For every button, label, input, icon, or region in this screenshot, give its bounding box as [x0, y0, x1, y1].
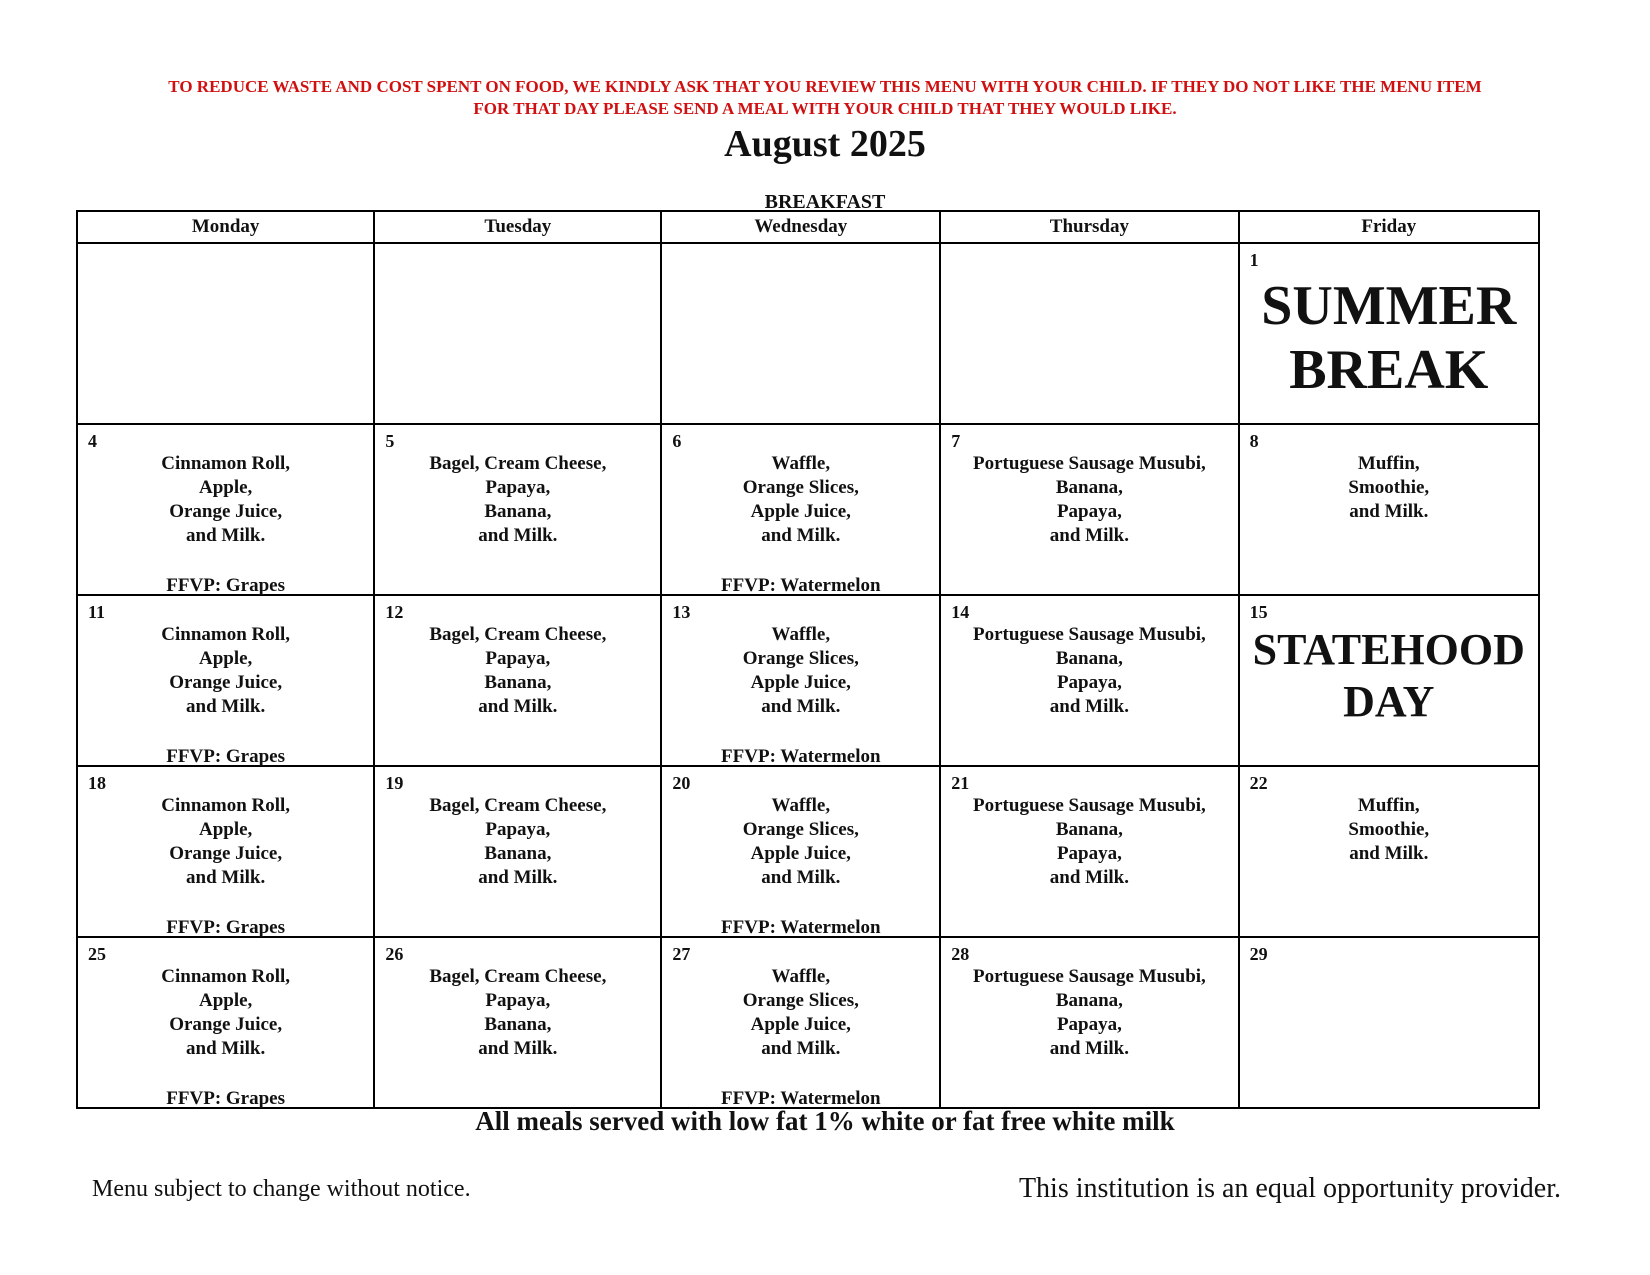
day-number: 28: [951, 944, 970, 964]
menu-item: Papaya,: [1056, 501, 1122, 522]
day-cell: [374, 424, 661, 595]
menu-item: and Milk.: [478, 867, 558, 888]
menu-items: [662, 623, 939, 719]
menu-item: Smoothie,: [1348, 477, 1430, 498]
menu-item: Banana,: [484, 843, 552, 864]
menu-item: Cinnamon Roll,: [161, 624, 291, 645]
day-number: 22: [1249, 773, 1268, 793]
menu-items: [78, 965, 373, 1061]
menu-item: Papaya,: [485, 477, 551, 498]
menu-item: and Milk.: [478, 696, 558, 717]
week-row: [77, 424, 1539, 595]
menu-item: Papaya,: [1056, 843, 1122, 864]
menu-items: [375, 965, 660, 1061]
day-cell: [374, 595, 661, 766]
day-cell: [661, 937, 940, 1108]
menu-item: Portuguese Sausage Musubi,: [973, 453, 1206, 474]
ffvp-item: FFVP: Grapes: [166, 746, 286, 767]
menu-item: Portuguese Sausage Musubi,: [973, 966, 1206, 987]
day-cell: [940, 424, 1238, 595]
ffvp-item: FFVP: Watermelon: [721, 917, 881, 938]
waste-notice-line-1: TO REDUCE WASTE AND COST SPENT ON FOOD, WE KINDLY ASK THAT YOU REVIEW THIS MENU WITH YOUR CHILD. IF THEY DO NOT LIKE THE MENU ITEM: [168, 77, 1482, 96]
menu-item: Waffle,: [771, 795, 831, 816]
menu-item: Orange Slices,: [742, 477, 859, 498]
meal-type-label: BREAKFAST: [764, 191, 886, 213]
menu-item: Muffin,: [1357, 453, 1420, 474]
menu-items: [375, 623, 660, 719]
day-number: 4: [88, 431, 97, 451]
weekday-header-row: [77, 211, 1539, 243]
menu-item: Waffle,: [771, 624, 831, 645]
menu-items: [1240, 794, 1538, 866]
menu-item: Banana,: [1055, 477, 1123, 498]
day-cell: [77, 595, 374, 766]
menu-item: Orange Juice,: [169, 672, 283, 693]
menu-items: [941, 965, 1237, 1061]
day-number: 29: [1249, 944, 1268, 964]
day-cell: [77, 766, 374, 937]
menu-item: Papaya,: [485, 990, 551, 1011]
holiday-word: BREAK: [1289, 339, 1489, 401]
day-cell: [374, 937, 661, 1108]
day-number: 5: [385, 431, 395, 451]
menu-items: [375, 452, 660, 548]
waste-notice-line-2: FOR THAT DAY PLEASE SEND A MEAL WITH YOUR CHILD THAT THEY WOULD LIKE.: [473, 99, 1177, 118]
milk-note: All meals served with low fat 1% white or fat free white milk: [475, 1106, 1175, 1136]
holiday-word: DAY: [1343, 677, 1435, 726]
ffvp-item: FFVP: Watermelon: [721, 575, 881, 596]
menu-items: [662, 452, 939, 548]
day-number: 26: [385, 944, 404, 964]
menu-item: and Milk.: [761, 696, 841, 717]
menu-item: Orange Juice,: [169, 1014, 283, 1035]
day-number: 27: [672, 944, 691, 964]
menu-item: and Milk.: [186, 867, 266, 888]
menu-item: and Milk.: [186, 525, 266, 546]
menu-item: and Milk.: [1349, 843, 1429, 864]
menu-item: Cinnamon Roll,: [161, 795, 291, 816]
day-cell: [661, 766, 940, 937]
day-cell: [1239, 595, 1539, 766]
day-cell: [661, 595, 940, 766]
menu-item: Bagel, Cream Cheese,: [429, 795, 607, 816]
menu-item: Apple,: [198, 990, 253, 1011]
menu-item: Banana,: [484, 501, 552, 522]
day-number: 20: [672, 773, 691, 793]
menu-item: Bagel, Cream Cheese,: [429, 453, 607, 474]
menu-item: Portuguese Sausage Musubi,: [973, 795, 1206, 816]
menu-item: and Milk.: [761, 525, 841, 546]
day-number: 7: [951, 431, 961, 451]
day-cell: [374, 243, 661, 424]
menu-item: Bagel, Cream Cheese,: [429, 624, 607, 645]
week-row: [77, 243, 1539, 424]
day-number: 8: [1249, 431, 1259, 451]
day-cell: [77, 937, 374, 1108]
day-cell: [77, 243, 374, 424]
weekday-header: Monday: [77, 211, 374, 243]
menu-item: Bagel, Cream Cheese,: [429, 966, 607, 987]
menu-items: [78, 452, 373, 548]
menu-items: [941, 452, 1237, 548]
menu-item: and Milk.: [186, 696, 266, 717]
weekday-header: Tuesday: [374, 211, 661, 243]
menu-item: and Milk.: [761, 1038, 841, 1059]
ffvp-item: FFVP: Grapes: [166, 575, 286, 596]
menu-item: Orange Slices,: [742, 648, 859, 669]
day-number: 1: [1249, 250, 1259, 270]
day-cell: [940, 243, 1238, 424]
day-cell: [940, 595, 1238, 766]
menu-items: [941, 623, 1237, 719]
menu-item: Orange Juice,: [169, 501, 283, 522]
calendar-body: [77, 243, 1539, 1108]
ffvp-item: FFVP: Watermelon: [721, 1088, 881, 1109]
day-cell: [1239, 766, 1539, 937]
menu-item: Smoothie,: [1348, 819, 1430, 840]
day-cell: [940, 766, 1238, 937]
menu-item: and Milk.: [478, 1038, 558, 1059]
day-cell: [940, 937, 1238, 1108]
menu-item: Orange Slices,: [742, 819, 859, 840]
menu-item: Cinnamon Roll,: [161, 453, 291, 474]
day-cell: [1239, 424, 1539, 595]
menu-items: [662, 794, 939, 890]
menu-item: Papaya,: [1056, 1014, 1122, 1035]
day-number: 12: [385, 602, 404, 622]
day-cell: [1239, 243, 1539, 424]
menu-item: Banana,: [1055, 648, 1123, 669]
menu-item: and Milk.: [1049, 867, 1129, 888]
menu-item: Apple,: [198, 648, 253, 669]
day-number: 21: [951, 773, 970, 793]
menu-item: Apple Juice,: [750, 843, 851, 864]
day-cell: [374, 766, 661, 937]
menu-disclaimer: Menu subject to change without notice.: [92, 1176, 471, 1202]
day-number: 19: [385, 773, 404, 793]
holiday-label: [1240, 624, 1538, 728]
menu-item: Orange Slices,: [742, 990, 859, 1011]
menu-items: [662, 965, 939, 1061]
menu-item: and Milk.: [1049, 696, 1129, 717]
menu-item: Banana,: [484, 1014, 552, 1035]
day-cell: [77, 424, 374, 595]
week-row: [77, 937, 1539, 1108]
menu-item: Apple,: [198, 819, 253, 840]
menu-item: Cinnamon Roll,: [161, 966, 291, 987]
menu-item: Apple Juice,: [750, 1014, 851, 1035]
menu-item: Papaya,: [485, 648, 551, 669]
menu-item: and Milk.: [1049, 525, 1129, 546]
day-cell: [1239, 937, 1539, 1108]
menu-items: [375, 794, 660, 890]
day-number: 6: [672, 431, 682, 451]
holiday-word: SUMMER: [1261, 275, 1517, 337]
menu-item: Waffle,: [771, 966, 831, 987]
menu-item: and Milk.: [478, 525, 558, 546]
holiday-word: STATEHOOD: [1252, 625, 1525, 674]
weekday-header: Friday: [1239, 211, 1539, 243]
menu-item: Apple Juice,: [750, 672, 851, 693]
menu-items: [1240, 452, 1538, 524]
holiday-label: [1240, 274, 1538, 402]
menu-item: Banana,: [1055, 819, 1123, 840]
menu-item: Portuguese Sausage Musubi,: [973, 624, 1206, 645]
day-cell: [661, 243, 940, 424]
day-cell: [661, 424, 940, 595]
day-number: 13: [672, 602, 691, 622]
day-number: 15: [1249, 602, 1268, 622]
menu-items: [78, 623, 373, 719]
week-row: [77, 766, 1539, 937]
menu-item: Papaya,: [1056, 672, 1122, 693]
menu-item: Orange Juice,: [169, 843, 283, 864]
menu-item: and Milk.: [186, 1038, 266, 1059]
day-number: 25: [88, 944, 106, 964]
menu-item: Papaya,: [485, 819, 551, 840]
day-number: 18: [88, 773, 106, 793]
menu-item: Waffle,: [771, 453, 831, 474]
waste-notice: [80, 76, 1570, 120]
day-number: 14: [951, 602, 970, 622]
menu-calendar: [76, 210, 1540, 1109]
menu-items: [78, 794, 373, 890]
menu-item: Banana,: [1055, 990, 1123, 1011]
menu-item: Banana,: [484, 672, 552, 693]
menu-item: Apple,: [198, 477, 253, 498]
weekday-header: Thursday: [940, 211, 1238, 243]
weekday-header: Wednesday: [661, 211, 940, 243]
menu-item: and Milk.: [761, 867, 841, 888]
ffvp-item: FFVP: Grapes: [166, 1088, 286, 1109]
week-row: [77, 595, 1539, 766]
menu-item: Muffin,: [1357, 795, 1420, 816]
page-title: August 2025: [724, 123, 926, 165]
menu-item: Apple Juice,: [750, 501, 851, 522]
ffvp-item: FFVP: Grapes: [166, 917, 286, 938]
menu-item: and Milk.: [1049, 1038, 1129, 1059]
ffvp-item: FFVP: Watermelon: [721, 746, 881, 767]
menu-item: and Milk.: [1349, 501, 1429, 522]
equal-opportunity-statement: This institution is an equal opportunity provider.: [1018, 1173, 1561, 1204]
menu-items: [941, 794, 1237, 890]
day-number: 11: [88, 602, 106, 622]
